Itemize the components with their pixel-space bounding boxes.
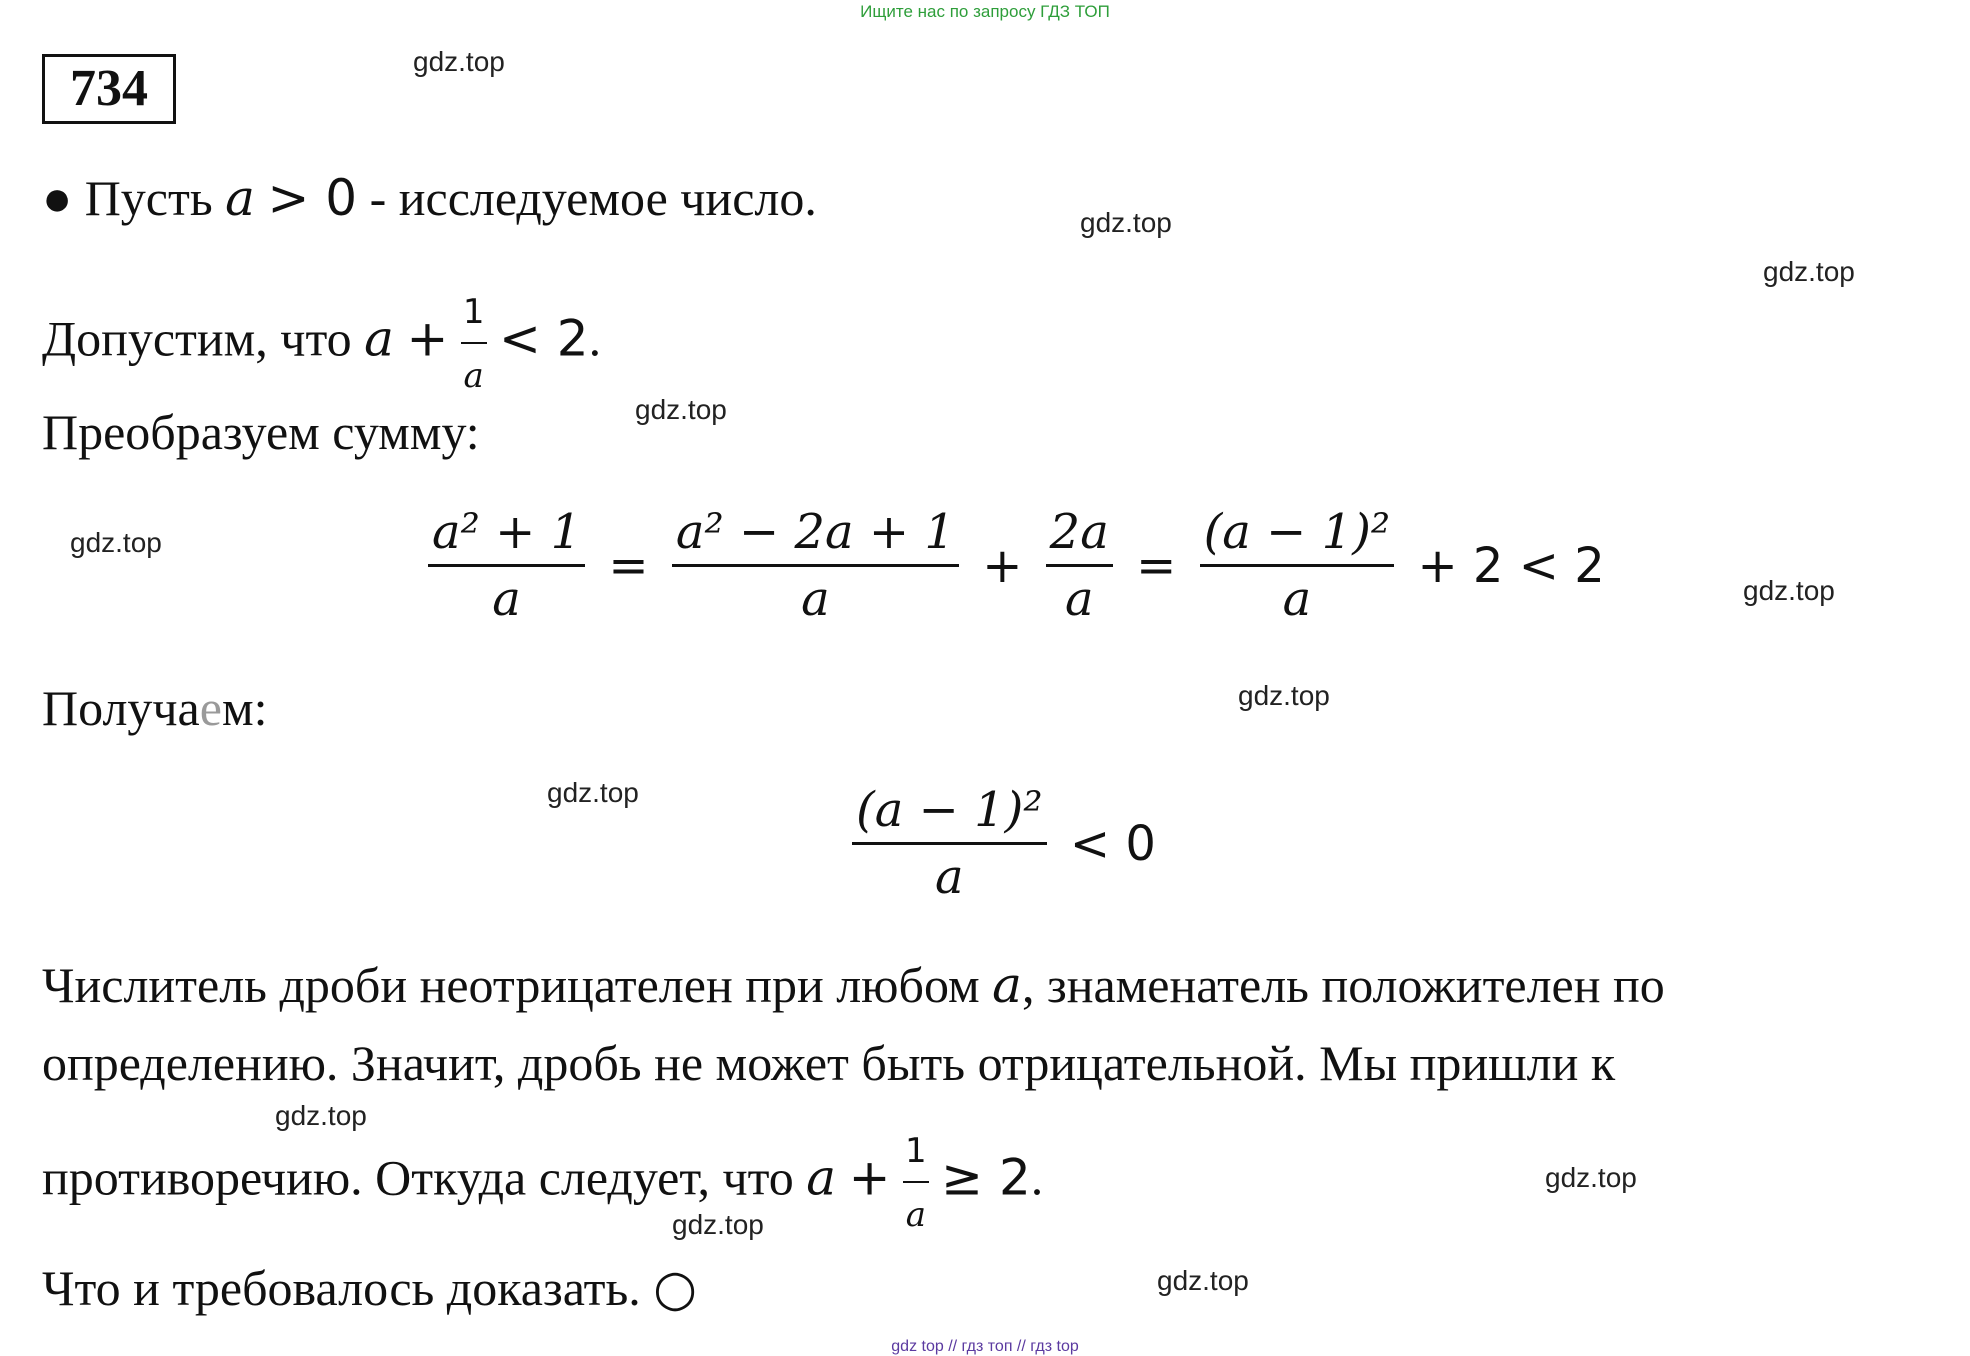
fraction — [1046, 502, 1113, 629]
watermark: gdz.top — [1743, 575, 1835, 606]
watermark: gdz.top — [635, 394, 727, 425]
numerator: 1 — [461, 282, 487, 344]
denominator: a — [934, 849, 964, 905]
watermark: gdz.top — [1763, 256, 1855, 287]
relation: > 0 — [267, 169, 358, 227]
numerator: a² − 2a + 1 — [672, 502, 959, 567]
denominator: a — [492, 571, 521, 627]
relation: < 2 — [499, 309, 589, 368]
text: . — [588, 310, 602, 367]
text: , знаменатель положителен по — [1021, 957, 1665, 1013]
watermark: gdz.top — [275, 1100, 367, 1131]
text: Допустим, что — [42, 310, 352, 367]
watermark: gdz.top — [1080, 207, 1172, 238]
watermark: gdz.top — [547, 777, 639, 808]
bullet-icon: ● — [42, 170, 73, 226]
text: - исследуемое число. — [369, 170, 817, 226]
statement-line — [42, 168, 817, 228]
operator: + 2 < 2 — [1417, 537, 1605, 594]
watermark: gdz.top — [70, 527, 162, 558]
numerator: 2a — [1046, 502, 1113, 567]
fraction — [852, 780, 1047, 907]
text: противоречию. Откуда следует, что — [42, 1149, 794, 1206]
operator: = — [608, 537, 649, 594]
conclusion — [42, 1258, 697, 1318]
main-equation — [428, 502, 1613, 629]
numerator: (a − 1)² — [1200, 502, 1395, 567]
assumption-line — [42, 282, 601, 406]
text: Получа — [42, 680, 200, 736]
variable: a — [225, 169, 255, 227]
watermark: gdz.top — [1238, 680, 1330, 711]
watermark: gdz.top — [1157, 1265, 1249, 1296]
variable: a — [992, 956, 1022, 1014]
watermark: gdz.top — [1545, 1162, 1637, 1193]
watermark: gdz.top — [672, 1209, 764, 1240]
footer: gdz top // гдз топ // гдз top — [891, 1338, 1079, 1355]
operator: + — [848, 1148, 891, 1207]
numerator: 1 — [903, 1121, 929, 1183]
paragraph-line: определению. Значит, дробь не может быть отрицательной. Мы пришли к — [42, 1035, 1616, 1091]
operator: + — [406, 309, 449, 368]
numerator: (a − 1)² — [852, 780, 1047, 845]
variable: a — [364, 309, 394, 368]
fraction — [672, 502, 959, 629]
watermark: gdz.top — [413, 46, 505, 77]
transform-heading: Преобразуем сумму: — [42, 404, 480, 460]
text: е — [199, 680, 222, 736]
denominator: a — [905, 1195, 926, 1235]
result-heading — [42, 678, 268, 738]
end-of-proof-icon: ○ — [653, 1259, 697, 1317]
operator: + — [982, 537, 1023, 594]
relation: ≥ 2 — [941, 1148, 1031, 1207]
inequality — [852, 780, 1164, 907]
paragraph-line — [42, 955, 1665, 1015]
problem-number: 734 — [42, 54, 176, 124]
denominator: a — [801, 571, 830, 627]
denominator: a — [1064, 571, 1094, 627]
denominator: a — [463, 356, 484, 396]
fraction — [428, 502, 585, 629]
variable: a — [806, 1148, 837, 1207]
relation: < 0 — [1069, 815, 1156, 872]
text: Числитель дроби неотрицателен при любом — [42, 957, 980, 1013]
operator: = — [1136, 537, 1177, 594]
denominator: a — [1282, 571, 1312, 627]
text: м: — [221, 680, 268, 736]
text: . — [1030, 1149, 1044, 1206]
paragraph-line — [42, 1121, 1043, 1245]
text: Пусть — [84, 170, 213, 226]
top-banner: Ищите нас по запросу ГДЗ ТОП — [860, 2, 1110, 21]
text: Что и требовалось доказать. — [42, 1260, 641, 1316]
fraction — [461, 282, 487, 406]
fraction — [903, 1121, 929, 1245]
numerator: a² + 1 — [428, 502, 585, 567]
fraction — [1200, 502, 1395, 629]
